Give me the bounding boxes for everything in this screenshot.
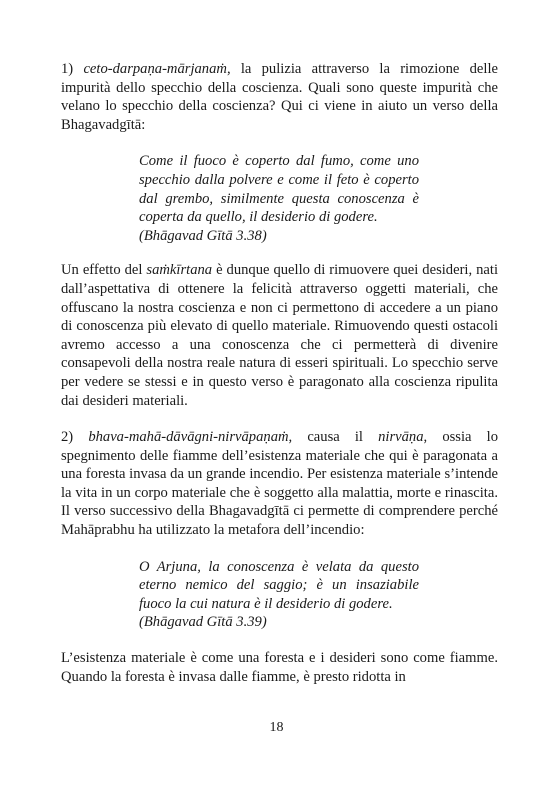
item-number: 2) [61,429,74,446]
sanskrit-term-nirvana: nirvāṇa [378,429,424,446]
quote-text: Come il fuoco è coperto dal fumo, come uno specchio dalla polvere e come il feto è coperto dal grembo, similmente questa conoscenza è coperta da quello, il desiderio di godere. [139,153,419,226]
paragraph-foresta: L’esistenza materiale è come una foresta e i desideri sono come fiamme. Quando la foresta è invasa dalle fiamme, è presto ridotta in [61,650,498,685]
page-number: 18 [269,720,284,735]
quote-text: O Arjuna, la conoscenza è velata da questo eterno nemico del saggio; è un insaziabile fuoco la cui natura è il desiderio di godere. [139,558,419,612]
paragraph-samkirtana [61,261,498,410]
verse-quote-3-39 [139,558,419,632]
paragraph-intro: Un effetto del [61,262,147,279]
page-body [61,60,498,686]
quote-reference: (Bhāgavad Gītā 3.38) [139,227,267,244]
sanskrit-term: bhava-mahā-dāvāgni-nirvāpaṇaṁ, [88,429,293,446]
sanskrit-term: ceto-darpaṇa-mārjanaṁ [83,61,227,77]
item-number: 1) [61,61,74,77]
paragraph-text: causa il [292,429,379,446]
sanskrit-term: saṁkīrtana [146,262,213,279]
paragraph-text: , ossia lo spegnimento delle fiamme dell’esistenza materiale che qui è paragonata a una foresta invasa da un grande incendio. Per esistenza materiale s’intende la vita in un corpo materiale che è soggetto alla malattia, morte e rinascita. Il verso successivo della Bhagavadgītā ci permette di comprendere perché Mahāprabhu ha utilizzato la metafora dell’incendio: [61,429,498,539]
verse-quote-3-38 [139,152,419,245]
paragraph-bhava-maha [61,428,498,540]
paragraph-ceto-darpana [61,60,498,134]
paragraph-text: , la pulizia attraverso la rimozione delle impurità dello specchio della coscienza. Quali sono queste impurità che velano lo specchio della coscienza? Qui ci viene in aiuto un verso della Bhagavadgītā: [61,61,498,133]
quote-reference: (Bhāgavad Gītā 3.39) [139,614,267,631]
paragraph-text: è dunque quello di rimuovere quei desideri, nati dall’aspettativa di ottenere la felicità attraverso oggetti materiali, che offuscano la nostra coscienza e non ci permettono di accedere a un piano di conoscenza più elevato di quello materiale. Rimuovendo questi ostacoli avremo accesso a una conoscenza che ci permetterà di divenire consapevoli della nostra reale natura di esseri spirituali. Lo specchio serve per vedere se stessi e in questo verso è paragonato alla coscienza ripulita dai desideri materiali. [61,262,498,409]
